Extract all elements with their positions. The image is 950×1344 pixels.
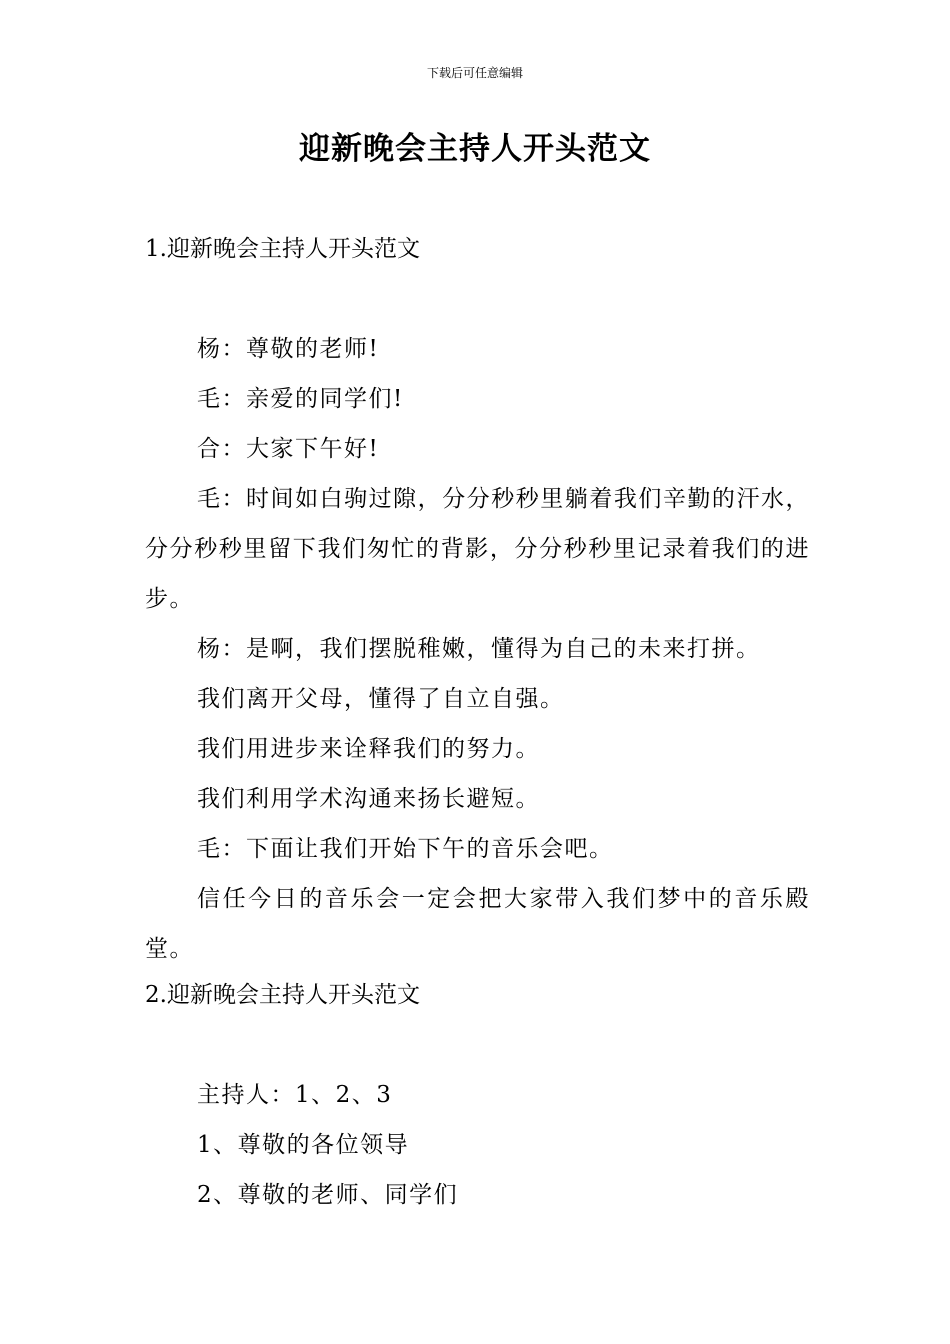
paragraph: 我们用进步来诠释我们的努力。 — [197, 736, 540, 762]
paragraph: 2、尊敬的老师、同学们 — [197, 1182, 459, 1208]
section-heading-1: 1.迎新晚会主持人开头范文 — [145, 236, 420, 262]
section-body-2 — [145, 1070, 810, 1220]
paragraph: 杨：尊敬的老师! — [197, 336, 380, 362]
section-body-1 — [145, 324, 810, 974]
paragraph: 毛：时间如白驹过隙，分分秒秒里躺着我们辛勤的汗水，分分秒秒里留下我们匆忙的背影，分分秒秒里记录着我们的进步。 — [145, 486, 810, 612]
page-title: 迎新晚会主持人开头范文 — [299, 131, 651, 167]
paragraph: 信任今日的音乐会一定会把大家带入我们梦中的音乐殿堂。 — [145, 886, 810, 962]
paragraph: 毛：下面让我们开始下午的音乐会吧。 — [197, 836, 614, 862]
section-heading-2: 2.迎新晚会主持人开头范文 — [145, 982, 420, 1008]
paragraph: 1、尊敬的各位领导 — [197, 1132, 410, 1158]
paragraph: 主持人：1、2、3 — [197, 1082, 393, 1108]
paragraph: 我们离开父母，懂得了自立自强。 — [197, 686, 565, 712]
paragraph: 合：大家下午好! — [197, 436, 380, 462]
paragraph: 杨：是啊，我们摆脱稚嫩，懂得为自己的未来打拼。 — [197, 636, 761, 662]
header-note: 下载后可任意编辑 — [426, 66, 523, 80]
paragraph: 我们利用学术沟通来扬长避短。 — [197, 786, 540, 812]
paragraph: 毛：亲爱的同学们! — [197, 386, 404, 412]
